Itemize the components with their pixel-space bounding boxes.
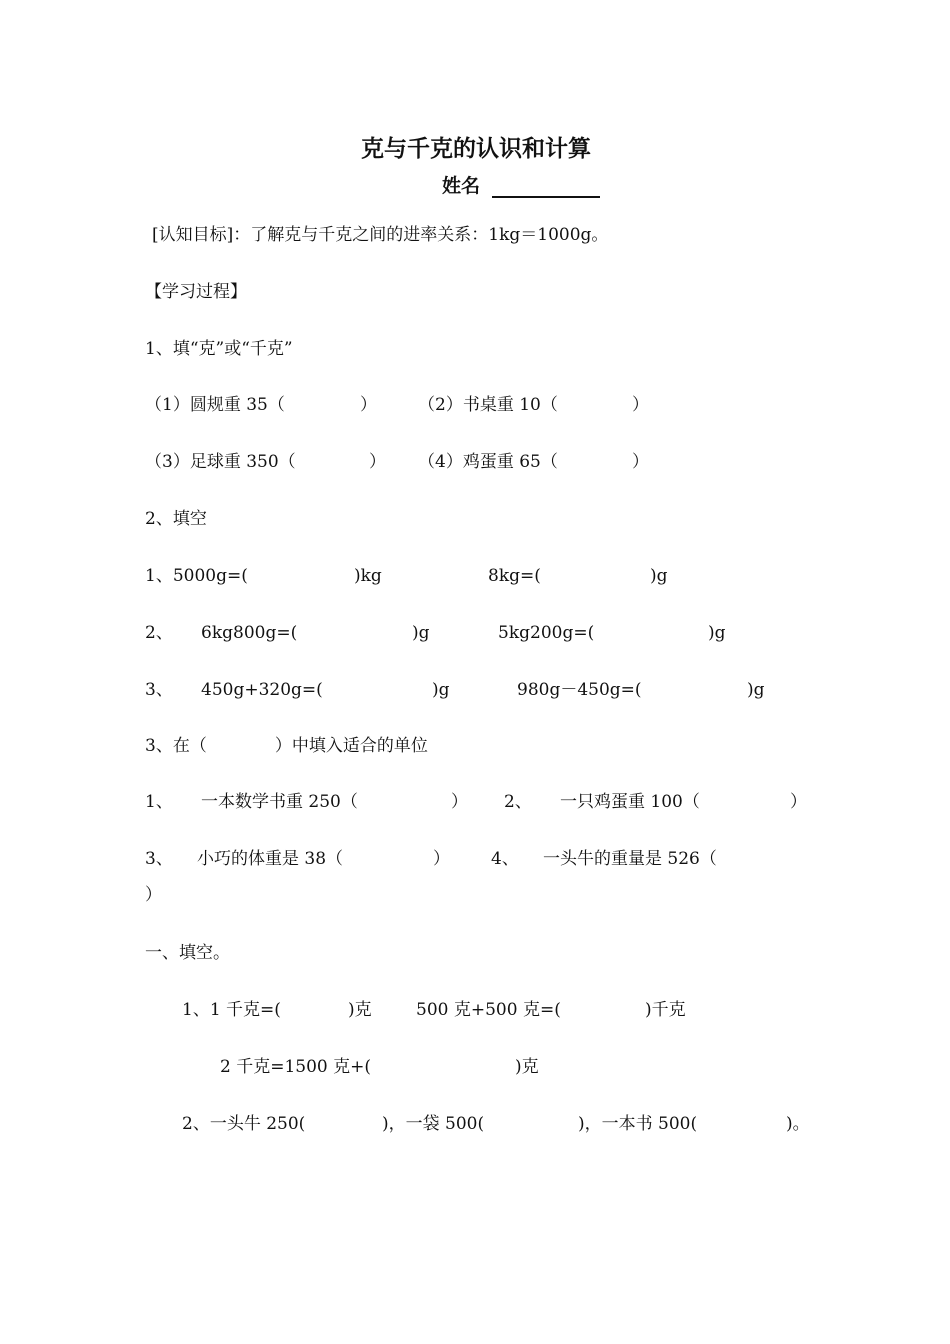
s3-r2-a-close: ） — [433, 849, 450, 869]
s4-l1-a-close: )克 — [348, 1000, 372, 1020]
section2-heading: 2、填空 — [145, 509, 207, 529]
s1-q4-text: （4）鸡蛋重 65（ — [418, 452, 558, 472]
name-label: 姓名 — [442, 175, 481, 197]
s2-r2-b: 5kg200g=( — [498, 623, 595, 643]
s3-r2-b: 一头牛的重量是 526（ — [543, 849, 717, 869]
s2-r1-a-close: )kg — [354, 566, 382, 586]
s3-r1-b-close: ） — [790, 792, 807, 812]
s2-r3-b-close: )g — [747, 680, 765, 700]
s2-r3-num: 3、 — [145, 680, 173, 700]
s4-l3-a-close: )，一袋 500( — [382, 1114, 485, 1134]
s4-l1-b: 500 克+500 克=( — [416, 1000, 561, 1020]
s2-r1-a: 1、5000g=( — [145, 566, 248, 586]
s1-q2-close: ） — [632, 395, 649, 415]
s2-r2-a-close: )g — [412, 623, 430, 643]
s1-q1-text: （1）圆规重 35（ — [145, 395, 285, 415]
s2-r3-a-close: )g — [432, 680, 450, 700]
s1-q3-close: ） — [369, 452, 386, 472]
s3-r2-num: 3、 — [145, 849, 173, 869]
name-blank-line[interactable] — [492, 196, 600, 198]
page-title: 克与千克的认识和计算 — [361, 135, 591, 162]
s2-r1-b-close: )g — [650, 566, 668, 586]
section3-heading: 3、在（ ）中填入适合的单位 — [145, 736, 428, 756]
s4-l2-close: )克 — [515, 1057, 539, 1077]
section1-heading: 1、填“克”或“千克” — [145, 339, 293, 359]
s3-r2-b-close: ） — [145, 885, 162, 905]
s2-r2-a: 6kg800g=( — [201, 623, 298, 643]
s3-r2-num2: 4、 — [491, 849, 519, 869]
s3-r1-num2: 2、 — [504, 792, 532, 812]
s3-r1-a-close: ） — [451, 792, 468, 812]
s1-q3-text: （3）足球重 350（ — [145, 452, 296, 472]
objective-text: [认知目标]：了解克与千克之间的进率关系：1kg＝1000g。 — [152, 225, 609, 245]
s2-r2-num: 2、 — [145, 623, 173, 643]
s2-r1-b: 8kg=( — [488, 566, 541, 586]
s4-l3-c-close: )。 — [786, 1114, 810, 1134]
s4-l3-a: 2、一头牛 250( — [182, 1114, 306, 1134]
s4-l1-b-close: )千克 — [645, 1000, 686, 1020]
s2-r3-b: 980g－450g=( — [517, 680, 642, 700]
s3-r1-num: 1、 — [145, 792, 173, 812]
s2-r3-a: 450g+320g=( — [201, 680, 323, 700]
s3-r1-b: 一只鸡蛋重 100（ — [560, 792, 700, 812]
s2-r2-b-close: )g — [708, 623, 726, 643]
s1-q4-close: ） — [632, 452, 649, 472]
process-heading: 【学习过程】 — [145, 282, 247, 302]
s4-l2: 2 千克=1500 克+( — [220, 1057, 372, 1077]
s1-q2-text: （2）书桌重 10（ — [418, 395, 558, 415]
section4-heading: 一、填空。 — [145, 943, 230, 963]
s3-r1-a: 一本数学书重 250（ — [201, 792, 358, 812]
s1-q1-close: ） — [360, 395, 377, 415]
s4-l1-a: 1、1 千克=( — [182, 1000, 281, 1020]
s4-l3-b-close: )，一本书 500( — [578, 1114, 698, 1134]
s3-r2-a: 小巧的体重是 38（ — [197, 849, 344, 869]
